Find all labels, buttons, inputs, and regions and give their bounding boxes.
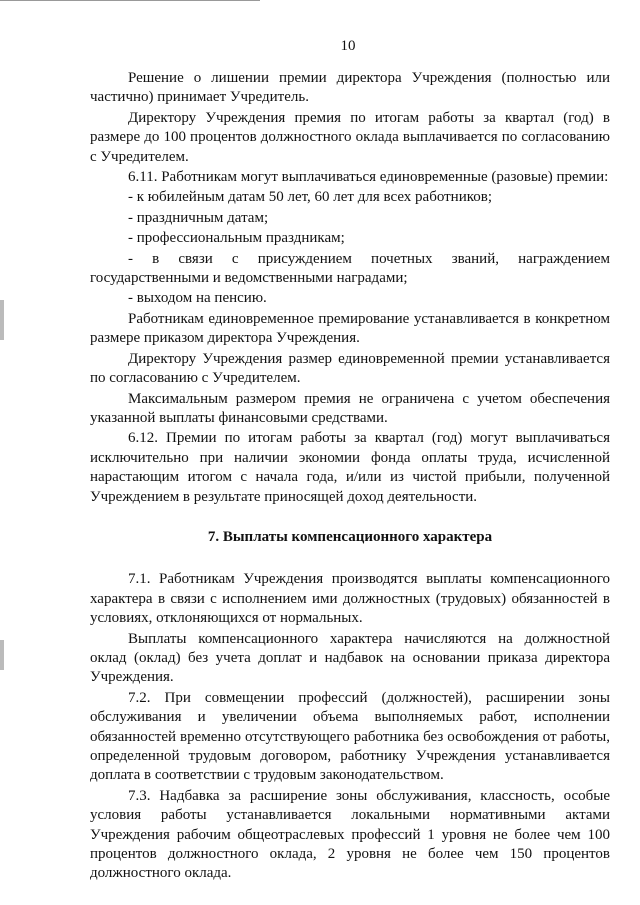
list-item: - в связи с присуждением почетных званий, награждением государственными и ведомственными наградами; <box>90 250 610 287</box>
list-item: - к юбилейным датам 50 лет, 60 лет для всех работников; <box>128 189 493 206</box>
document-body <box>90 69 610 885</box>
scan-top-line <box>0 0 260 6</box>
paragraph: Работникам единовременное премирование устанавливается в конкретном размере приказом директора Учреждения. <box>90 310 610 347</box>
list-item: - праздничным датам; <box>128 209 269 226</box>
list-item: - профессиональным праздникам; <box>128 230 345 247</box>
paragraph: Директору Учреждения размер единовременной премии устанавливается по согласованию с Учредителем. <box>90 350 610 387</box>
section-heading: 7. Выплаты компенсационного характера <box>207 528 493 545</box>
paragraph: Директору Учреждения премия по итогам работы за квартал (год) в размере до 100 процентов должностного оклада выплачивается по согласованию с Учредителем. <box>90 109 610 165</box>
paragraph: Выплаты компенсационного характера начисляются на должностной оклад (оклад) без учета доплат и надбавок на основании приказа директора Учреждения. <box>90 630 610 686</box>
paragraph: 6.12. Премии по итогам работы за квартал (год) могут выплачиваться исключительно при наличии экономии фонда оплаты труда, исчисленной нарастающим итогом с начала года, и/или из чистой прибыли, полученной Учреждением в результате приносящей доход деятельности. <box>90 430 610 505</box>
paragraph: 7.3. Надбавка за расширение зоны обслуживания, классность, особые условия работы устанавливается локальными нормативными актами Учреждения рабочим общеотраслевых профессий 1 уровня не более чем 100 процентов должностного оклада, 2 уровня не более чем 150 процентов должностного оклада. <box>90 787 610 882</box>
paragraph: 7.2. При совмещении профессий (должностей), расширении зоны обслуживания и увеличении объема выполняемых работ, исполнении обязанностей временно отсутствующего работника без освобождения от работы, определенной трудовым договором, работнику Учреждения устанавливается доплата в соответствии с трудовым законодательством. <box>90 689 610 784</box>
paragraph: 6.11. Работникам могут выплачиваться единовременные (разовые) премии: <box>128 169 609 186</box>
scan-edge-mark <box>0 640 4 670</box>
page-number: 10 <box>340 38 356 54</box>
scan-edge-mark <box>0 300 4 340</box>
paragraph: Максимальным размером премия не ограничена с учетом обеспечения указанной выплаты финансовыми средствами. <box>90 390 610 426</box>
paragraph: Решение о лишении премии директора Учреждения (полностью или частично) принимает Учредитель. <box>90 70 610 106</box>
paragraph: 7.1. Работникам Учреждения производятся выплаты компенсационного характера в связи с исполнением ими должностных (трудовых) обязанностей в условиях, отклоняющихся от нормальных. <box>90 571 610 627</box>
list-item: - выходом на пенсию. <box>128 290 267 307</box>
